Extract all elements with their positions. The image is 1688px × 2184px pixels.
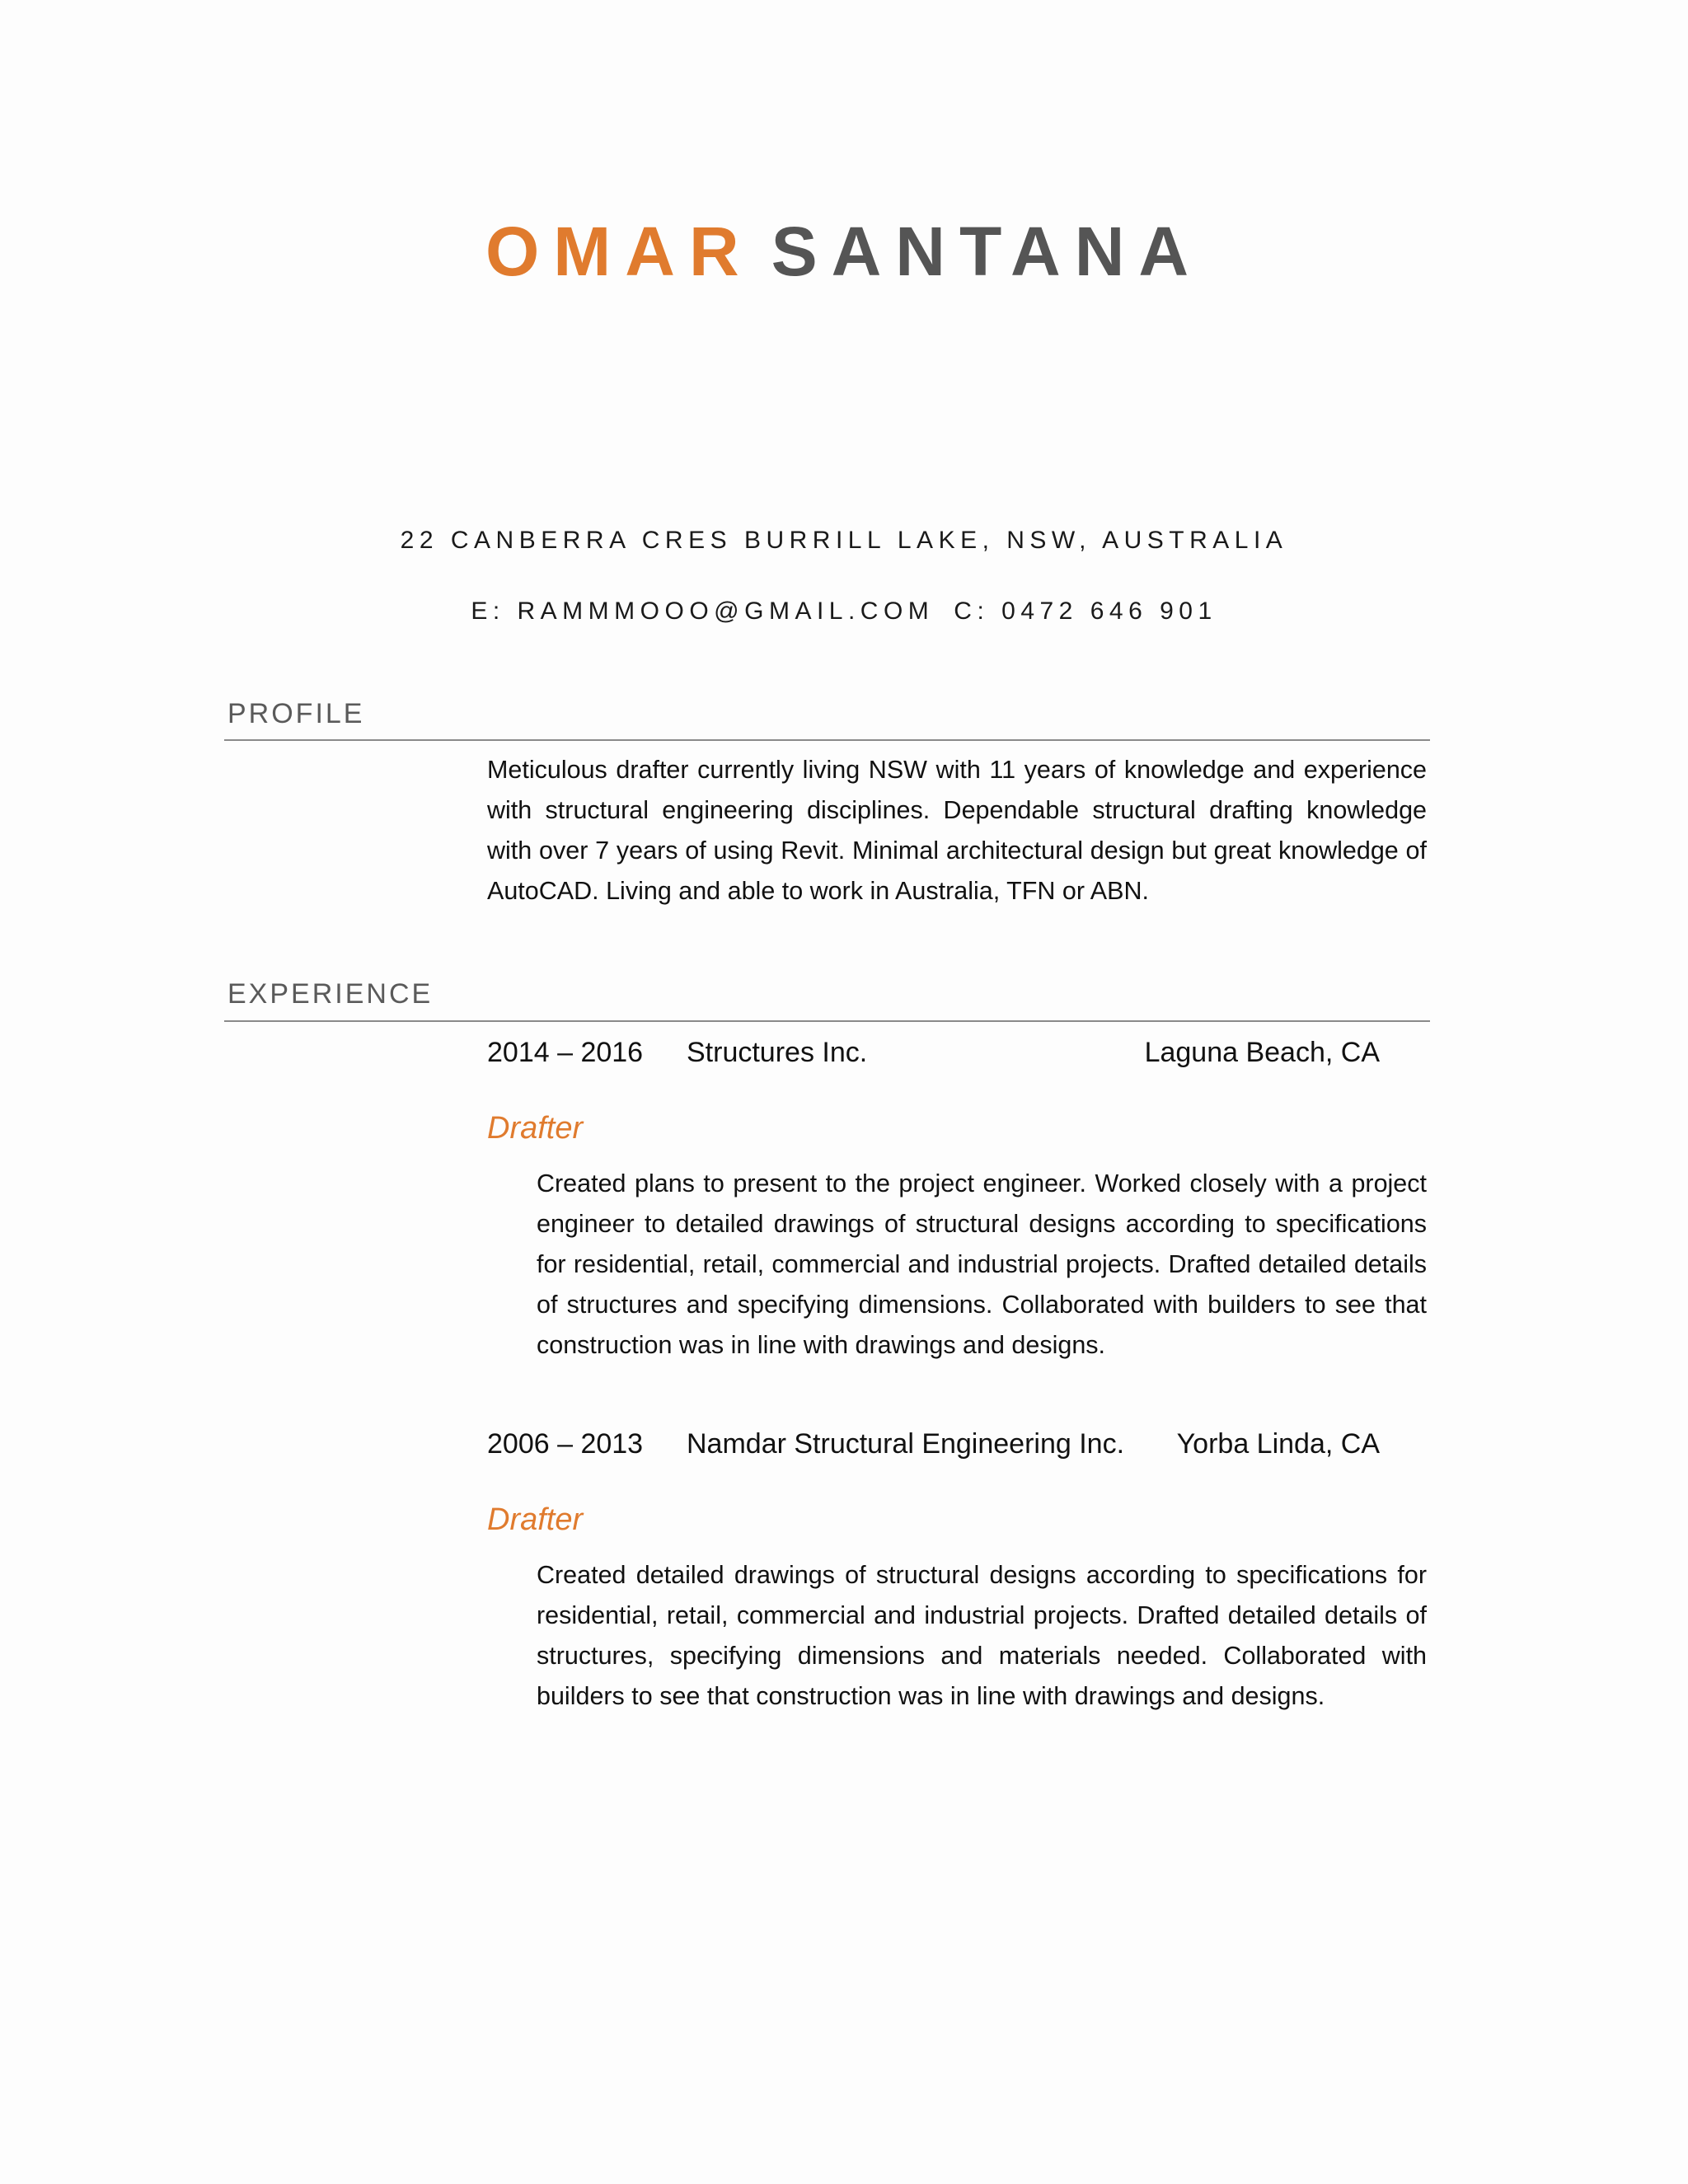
job-location: Yorba Linda, CA — [1176, 1428, 1380, 1460]
profile-text: Meticulous drafter currently living NSW with 11 years of knowledge and experience with structural engineering disciplines. Dependable structural drafting knowledge with over 7 years of using Revit. Minimal architectural design but great knowledge of AutoCAD. Living and able to work in Australia, TFN or ABN. — [487, 756, 1427, 905]
contact-line — [0, 595, 1688, 628]
first-name: OMAR — [485, 213, 753, 290]
job-description: Created detailed drawings of structural designs according to specifications for residential, retail, commercial and industrial projects. Drafted detailed details of structures, specifying dimensions and materials needed. Collaborated with builders to see that construction was in line with drawings and designs. — [537, 1561, 1427, 1710]
profile-heading: PROFILE — [227, 698, 365, 729]
candidate-name — [0, 210, 1688, 293]
job-role: Drafter — [487, 1111, 584, 1146]
job-header — [487, 1426, 1427, 1462]
job-header — [487, 1034, 1427, 1071]
job-role: Drafter — [487, 1502, 584, 1537]
experience-divider — [224, 1020, 1430, 1022]
job-location: Laguna Beach, CA — [1144, 1037, 1380, 1068]
experience-heading: EXPERIENCE — [227, 978, 434, 1010]
last-name: SANTANA — [771, 213, 1203, 290]
job-company: Structures Inc. — [687, 1037, 868, 1068]
phone-text: C: 0472 646 901 — [954, 598, 1217, 625]
job-years: 2006 – 2013 — [487, 1428, 644, 1460]
profile-divider — [224, 739, 1430, 741]
job-company: Namdar Structural Engineering Inc. — [687, 1428, 1125, 1460]
job-years: 2014 – 2016 — [487, 1037, 644, 1068]
job-description: Created plans to present to the project engineer. Worked closely with a project engineer to detailed drawings of structural designs according to specifications for residential, retail, commercial and industrial projects. Drafted detailed details of structures and specifying dimensions. Collaborated with builders to see that construction was in line with drawings and designs. — [537, 1169, 1427, 1359]
email-text: E: RAMMMOOO@GMAIL.COM — [471, 598, 935, 625]
address-line: 22 CANBERRA CRES BURRILL LAKE, NSW, AUSTRALIA — [400, 527, 1288, 554]
